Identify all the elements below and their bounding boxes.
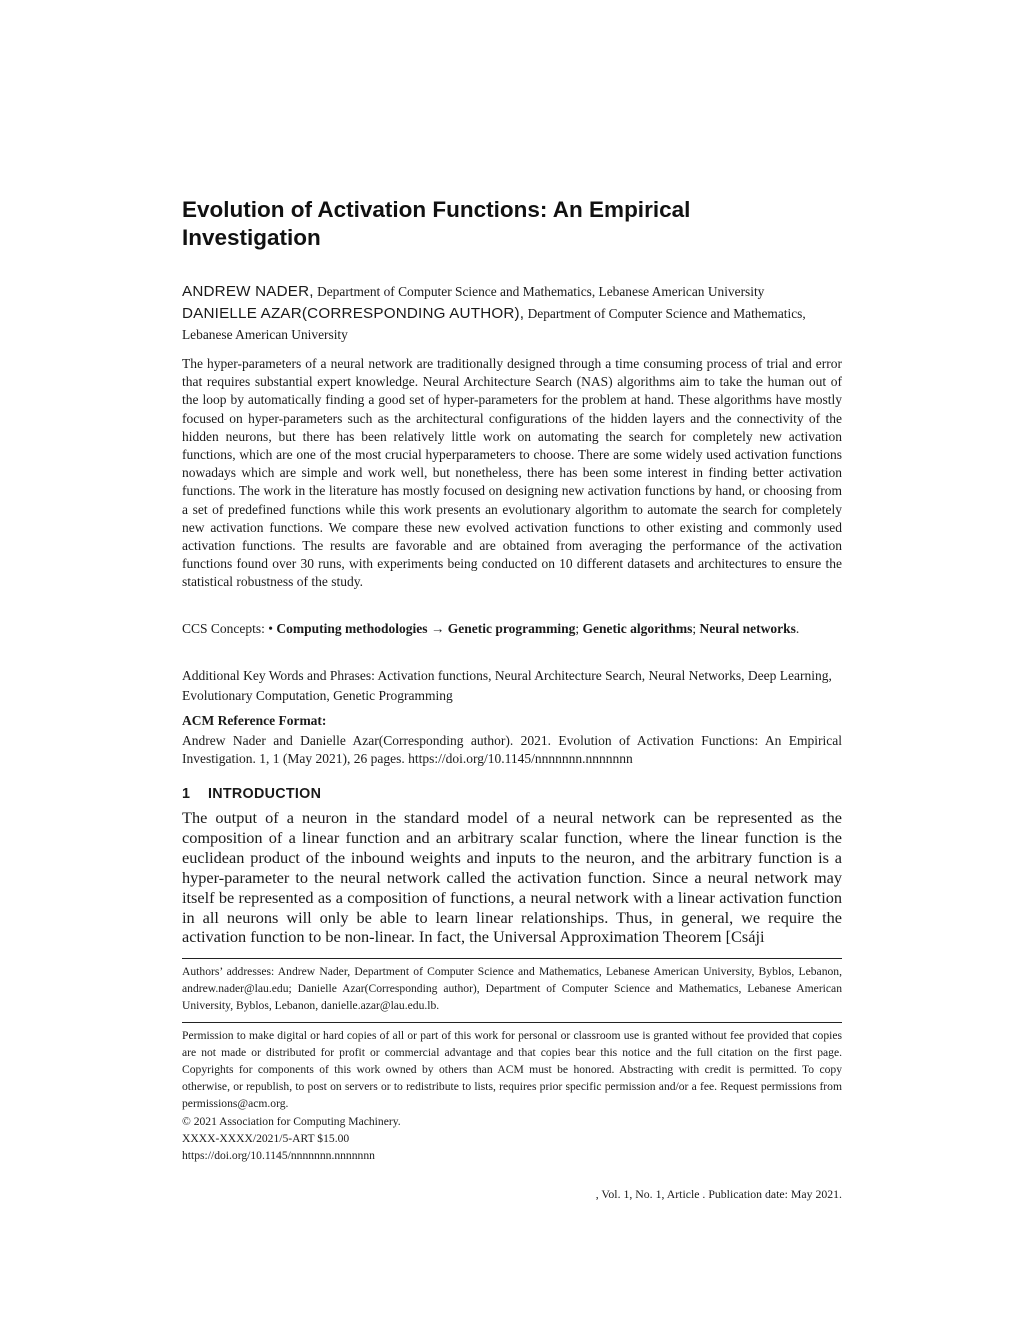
author-affiliation: Department of Computer Science and Mathematics, Lebanese American University: [317, 284, 765, 299]
copyright-line: © 2021 Association for Computing Machinery.: [182, 1115, 401, 1128]
ccs-label: CCS Concepts: •: [182, 621, 277, 636]
author-name: ANDREW NADER,: [182, 283, 314, 300]
abstract: The hyper-parameters of a neural network are traditionally designed through a time consuming process of trial and error that requires substantial expert knowledge. Neural Architecture Search (NAS) algorithms aim to take the human out of the loop by automatically finding a good set of hyper-parameters for the problem at hand. These algorithms have mostly focused on hyper-parameters such as the architectural configurations of the hidden layers and the connectivity of the hidden neurons, but there has been relatively little work on automating the search for completely new activation functions, which are one of the most crucial hyperparameters to choose. There are some widely used activation functions nowadays which are simple and work well, but nonetheless, there has been some interest in finding better activation functions. The work in the literature has mostly focused on designing new activation functions by hand, or choosing from a set of predefined functions while this work presents an evolutionary algorithm to automate the search for completely new activation functions. We compare these new evolved activation functions to other existing and commonly used activation functions. The results are favorable and are obtained from averaging the performance of the activation functions found over 30 runs, with experiments being conducted on 10 different datasets and architectures to ensure the statistical robustness of the study.: [182, 356, 842, 590]
author-list: [182, 281, 842, 346]
permission-notice: Permission to make digital or hard copies of all or part of this work for personal or classroom use is granted without fee provided that copies are not made or distributed for profit or commercial advantage and that copies bear this notice and the full citation on the first page. Copyrights for components of this work owned by others than ACM must be honored. Abstracting with credit is permitted. To copy otherwise, or republish, to post on servers or to redistribute to lists, requires prior specific permission and/or a fee. Request permissions from permissions@acm.org.: [182, 1029, 842, 1110]
isbn-line: XXXX-XXXX/2021/5-ART $15.00: [182, 1132, 350, 1145]
acm-reference-heading: ACM Reference Format:: [182, 713, 327, 728]
introduction-text: The output of a neuron in the standard model of a neural network can be represented as the composition of a linear function and an arbitrary scalar function, where the linear function is the euclidean product of the inbound weights and inputs to the neuron, and the arbitrary function is a hyper-parameter to the neural network called the activation function. Since a neural network may itself be represented as a composition of functions, a neural network with a linear activation function in all neurons will only be able to learn linear relationships. Thus, in general, we require the activation function to be non-linear. In fact, the Universal Approximation Theorem [Csáji: [182, 808, 842, 947]
page-footer: , Vol. 1, No. 1, Article . Publication date: May 2021.: [595, 1187, 842, 1201]
paper-title: Evolution of Activation Functions: An Empirical Investigation: [182, 197, 691, 250]
author-name: DANIELLE AZAR(CORRESPONDING AUTHOR),: [182, 304, 525, 322]
ccs-item: Neural networks: [699, 621, 796, 636]
ccs-item: Computing methodologies → Genetic programming: [276, 621, 576, 636]
ccs-end: .: [795, 621, 800, 636]
acm-reference-text: Andrew Nader and Danielle Azar(Corresponding author). 2021. Evolution of Activation Functions: An Empirical Investigation. 1, 1 (May 2021), 26 pages. https://doi.org/10.1145/nnnnnnn.nnnnnnn: [182, 733, 842, 767]
ccs-separator: ;: [692, 621, 700, 636]
keywords: Additional Key Words and Phrases: Activation functions, Neural Architecture Search, Neural Networks, Deep Learning, Evolutionary Computation, Genetic Programming: [182, 668, 832, 703]
author-entry: [182, 281, 842, 303]
section-heading: [182, 786, 321, 802]
authors-addresses: Authors’ addresses: Andrew Nader, Department of Computer Science and Mathematics, Lebanese American University, Byblos, Lebanon, andrew.nader@lau.edu; Danielle Azar(Corresponding author), Department of Computer Science and Mathematics, Lebanese American University, Byblos, Lebanon, danielle.azar@lau.edu.lb.: [182, 965, 842, 1012]
author-entry: [182, 303, 842, 346]
permission-divider: [182, 1022, 842, 1023]
section-title: INTRODUCTION: [208, 786, 322, 802]
doi-line: https://doi.org/10.1145/nnnnnnn.nnnnnnn: [182, 1149, 375, 1162]
author-affiliation: Department of Computer Science and Mathematics, Lebanese American University: [182, 305, 806, 342]
footnote-divider: [182, 958, 842, 959]
section-number: 1: [182, 786, 191, 802]
ccs-separator: ;: [575, 621, 583, 636]
ccs-item: Genetic algorithms: [582, 621, 693, 636]
ccs-concepts: [182, 620, 842, 638]
